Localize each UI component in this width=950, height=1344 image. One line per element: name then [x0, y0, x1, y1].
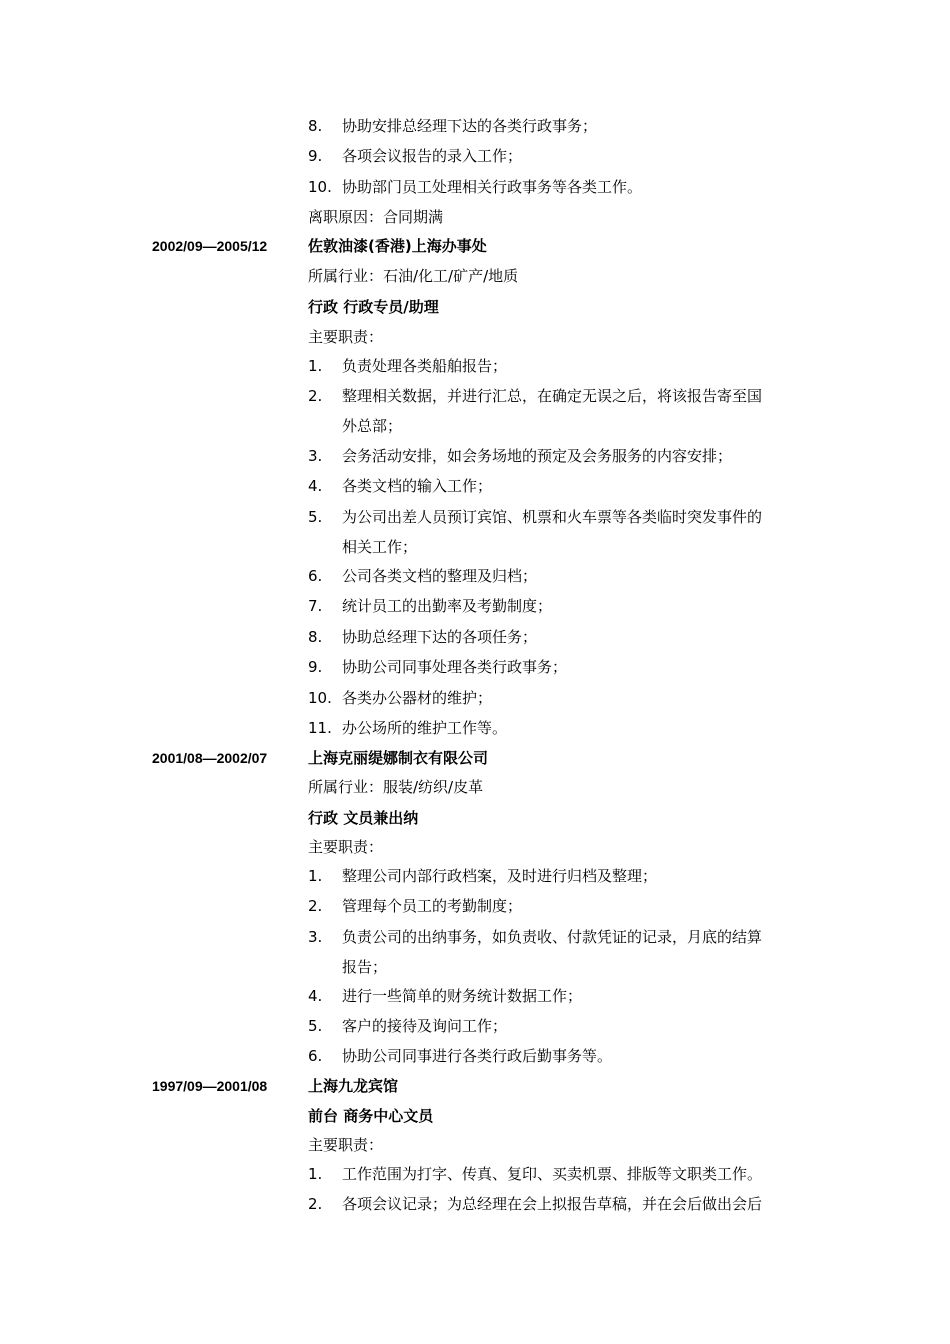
item-number: 1.: [308, 1165, 323, 1183]
item-continuation: 外总部；: [342, 417, 403, 435]
item-text: 为公司出差人员预订宾馆、机票和火车票等各类临时突发事件的: [342, 508, 763, 526]
item-number: 6.: [308, 1047, 323, 1065]
job-date-range: 1997/09—2001/08: [152, 1078, 268, 1094]
item-text: 统计员工的出勤率及考勤制度；: [342, 597, 553, 615]
list-item: [308, 111, 597, 141]
position-title: 行政 行政专员/助理: [308, 298, 439, 316]
item-text: 协助公司同事处理各类行政事务；: [342, 658, 568, 676]
item-number: 8.: [308, 117, 323, 135]
industry: 所属行业：石油/化工/矿产/地质: [308, 267, 519, 285]
item-number: 7.: [308, 597, 323, 615]
item-text: 各类办公器材的维护；: [342, 689, 493, 707]
position-title: 行政 文员兼出纳: [308, 809, 419, 827]
item-text: 各项会议报告的录入工作；: [342, 147, 523, 165]
list-item: [308, 561, 537, 591]
item-number: 10.: [308, 178, 332, 196]
item-number: 6.: [308, 567, 323, 585]
list-item: [308, 1041, 612, 1071]
item-text: 会务活动安排，如会务场地的预定及会务服务的内容安排；: [342, 447, 733, 465]
list-item: [308, 1011, 507, 1041]
list-item: [308, 713, 507, 743]
item-text: 管理每个员工的考勤制度；: [342, 897, 523, 915]
list-item: [308, 861, 657, 891]
item-number: 10.: [308, 689, 332, 707]
item-number: 1.: [308, 357, 323, 375]
item-number: 2.: [308, 1195, 323, 1213]
company-name: 上海九龙宾馆: [308, 1077, 399, 1095]
item-number: 4.: [308, 477, 323, 495]
list-item: [308, 1159, 762, 1189]
item-number: 9.: [308, 147, 323, 165]
item-text: 各类文档的输入工作；: [342, 477, 493, 495]
list-item: [308, 622, 537, 652]
job-date-range: 2001/08—2002/07: [152, 750, 268, 766]
duties-label: 主要职责：: [308, 838, 384, 856]
list-item: [308, 351, 507, 381]
duties-label: 主要职责：: [308, 328, 384, 346]
item-text: 工作范围为打字、传真、复印、买卖机票、排版等文职类工作。: [342, 1165, 763, 1183]
item-text: 客户的接待及询问工作；: [342, 1017, 508, 1035]
position-title: 前台 商务中心文员: [308, 1107, 434, 1125]
item-text: 整理公司内部行政档案，及时进行归档及整理；: [342, 867, 658, 885]
item-text: 负责处理各类船舶报告；: [342, 357, 508, 375]
item-number: 2.: [308, 387, 323, 405]
item-text: 各项会议记录；为总经理在会上拟报告草稿，并在会后做出会后: [342, 1195, 763, 1213]
list-item: [308, 591, 552, 621]
item-text: 进行一些简单的财务统计数据工作；: [342, 987, 583, 1005]
list-item: [308, 471, 492, 501]
list-item: [308, 1189, 762, 1219]
item-text: 公司各类文档的整理及归档；: [342, 567, 538, 585]
leave-reason: 离职原因：合同期满: [308, 208, 444, 226]
list-item: [308, 891, 522, 921]
item-number: 5.: [308, 508, 323, 526]
item-number: 3.: [308, 928, 323, 946]
list-item: [308, 502, 762, 532]
item-number: 4.: [308, 987, 323, 1005]
list-item: [308, 922, 762, 952]
item-number: 2.: [308, 897, 323, 915]
item-text: 协助公司同事进行各类行政后勤事务等。: [342, 1047, 613, 1065]
item-text: 协助安排总经理下达的各类行政事务；: [342, 117, 598, 135]
item-continuation: 报告；: [342, 958, 388, 976]
item-number: 1.: [308, 867, 323, 885]
item-number: 11.: [308, 719, 332, 737]
company-name: 上海克丽缇娜制衣有限公司: [308, 749, 489, 767]
job-date-range: 2002/09—2005/12: [152, 238, 268, 254]
duties-label: 主要职责：: [308, 1136, 384, 1154]
item-text: 协助总经理下达的各项任务；: [342, 628, 538, 646]
list-item: [308, 141, 522, 171]
list-item: [308, 441, 732, 471]
item-text: 协助部门员工处理相关行政事务等各类工作。: [342, 178, 643, 196]
list-item: [308, 652, 567, 682]
list-item: [308, 683, 492, 713]
item-text: 办公场所的维护工作等。: [342, 719, 508, 737]
list-item: [308, 381, 762, 411]
item-number: 3.: [308, 447, 323, 465]
item-number: 8.: [308, 628, 323, 646]
industry: 所属行业：服装/纺织/皮革: [308, 778, 484, 796]
item-number: 9.: [308, 658, 323, 676]
item-text: 整理相关数据，并进行汇总，在确定无误之后，将该报告寄至国: [342, 387, 763, 405]
item-number: 5.: [308, 1017, 323, 1035]
list-item: [308, 981, 582, 1011]
item-continuation: 相关工作；: [342, 538, 418, 556]
item-text: 负责公司的出纳事务，如负责收、付款凭证的记录，月底的结算: [342, 928, 763, 946]
list-item: [308, 172, 642, 202]
company-name: 佐敦油漆(香港)上海办事处: [308, 237, 487, 255]
